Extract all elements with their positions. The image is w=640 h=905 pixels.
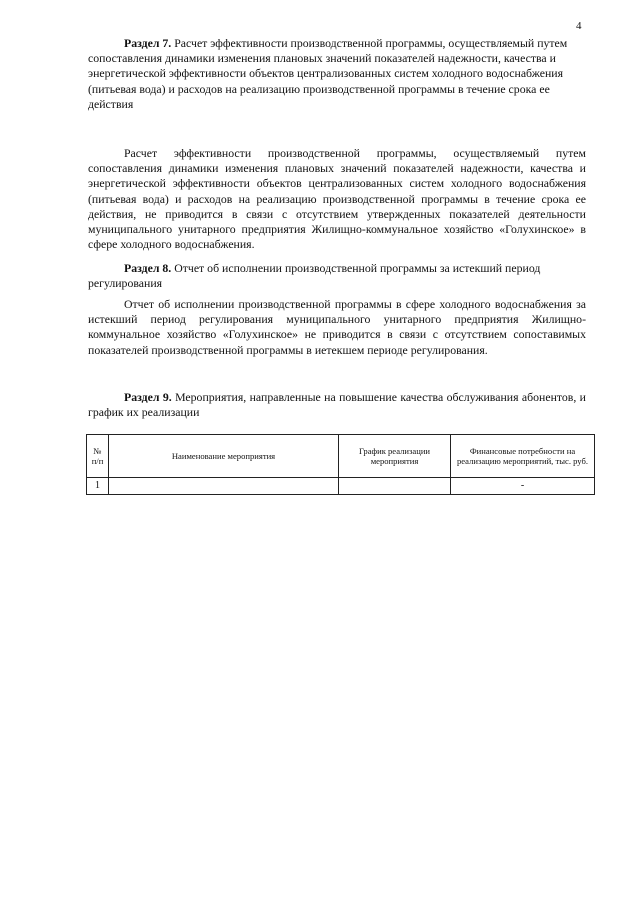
table-row: [87, 478, 595, 495]
section-7-label: Раздел 7.: [124, 36, 172, 50]
cell-number: 1: [87, 478, 109, 495]
section-7-heading: [88, 36, 586, 112]
section-7-title: Расчет эффективности производственной программы, осуществляемый путем сопоставления динамики изменения плановых значений показателей надежности, качества и энергетической эффективности объектов централизованных систем холодного водоснабжения (питьевая вода) и расходов на реализацию производственной программы в течение срока ее действия: [88, 36, 568, 111]
table-header-row: [87, 435, 595, 478]
section-8-heading: [88, 261, 586, 291]
cell-financial-needs: -: [451, 478, 595, 495]
section-8-label: Раздел 8.: [124, 261, 172, 275]
section-8-paragraph: Отчет об исполнении производственной программы в сфере холодного водоснабжения за истекший период регулирования муниципального унитарного предприятия Жилищно-коммунальное хозяйство «Голухинское» не приводится в связи с отсутствием сопоставимых показателей производственной программы в иетекшем периоде регулирования.: [88, 297, 586, 357]
section-9-heading: [88, 390, 586, 420]
section-9-title: Мероприятия, направленные на повышение качества обслуживания абонентов, и график их реализации: [88, 390, 586, 420]
cell-measure-name: [109, 478, 339, 495]
section-9-label: Раздел 9.: [124, 390, 172, 404]
section-7-paragraph: Расчет эффективности производственной программы, осуществляемый путем сопоставления динамики изменения плановых значений показателей надежности, качества и энергетической эффективности объектов централизованных систем холодного водоснабжения (питьевая вода) и расходов на реализацию производственной программы в течение срока ее действия, не приводится в связи с отсутствием утвержденных показателей деятельности муниципального унитарного предприятия Жилищно-коммунальное хозяйство «Голухинское» в сфере холодного водоснабжения.: [88, 146, 586, 252]
header-number: № п/п: [87, 435, 109, 478]
section-8-title: Отчет об исполнении производственной программы за истекший период регулирования: [88, 261, 541, 291]
header-schedule: График реализации мероприятия: [339, 435, 451, 478]
measures-table: [86, 434, 595, 495]
cell-schedule: [339, 478, 451, 495]
header-financial-needs: Финансовые потребности на реализацию мероприятий, тыс. руб.: [451, 435, 595, 478]
header-measure-name: Наименование мероприятия: [109, 435, 339, 478]
page-number: 4: [576, 20, 582, 32]
